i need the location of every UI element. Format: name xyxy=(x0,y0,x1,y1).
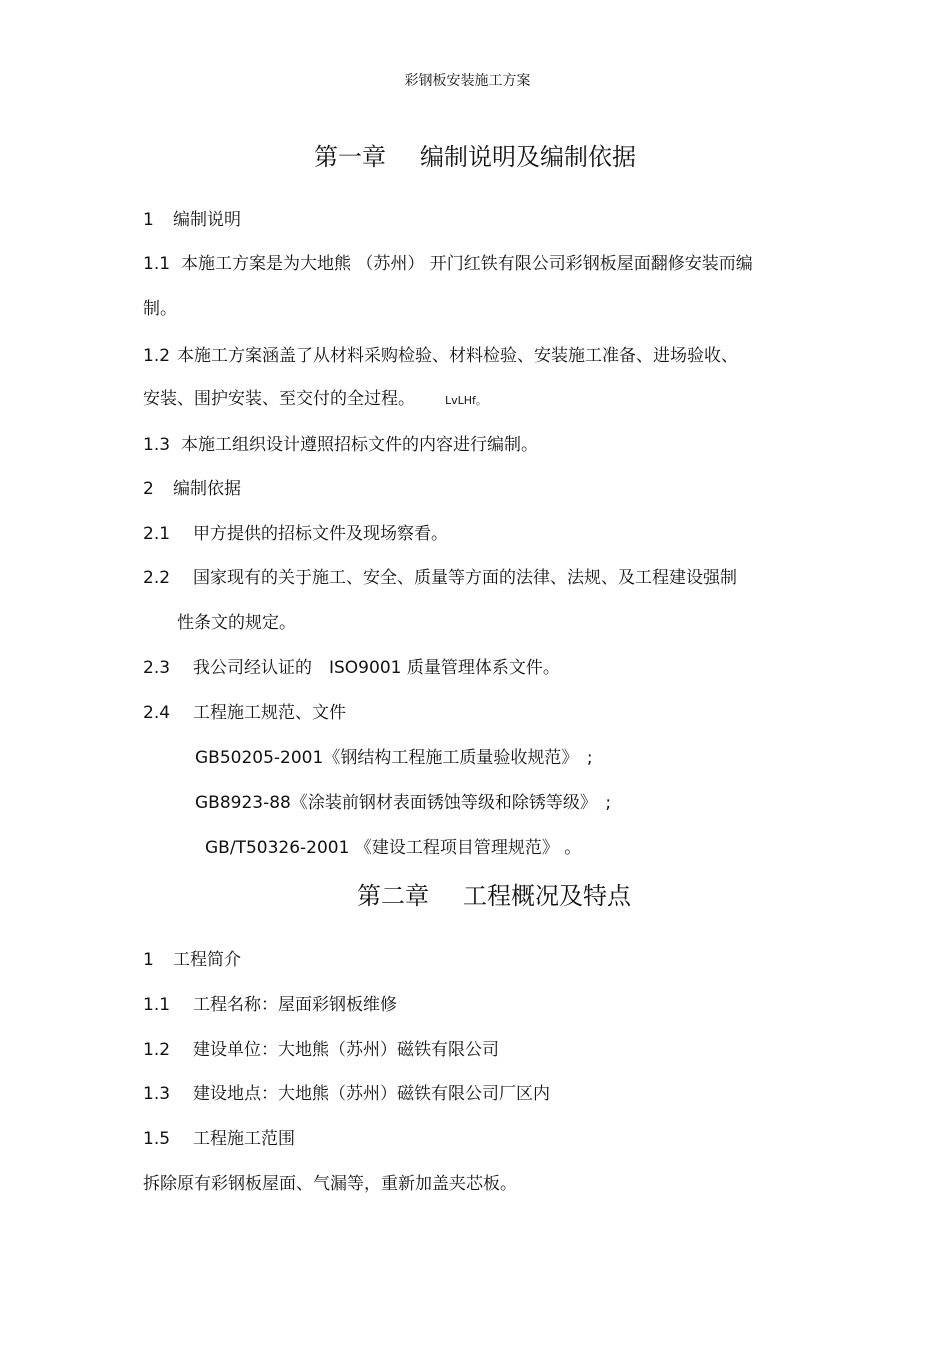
chapter-2-label: 第二章 xyxy=(357,882,429,910)
standard-gbt50326: GB/T50326-2001 《建设工程项目管理规范》 。 xyxy=(205,838,582,858)
paragraph-1-3: 1.3 本施工组织设计遵照招标文件的内容进行编制。 xyxy=(143,435,538,455)
chapter-1-title: 编制说明及编制依据 xyxy=(420,143,636,171)
chapter-2-heading xyxy=(19,876,950,911)
ch2-paragraph-1-3: 1.3 建设地点：大地熊（苏州）磁铁有限公司厂区内 xyxy=(143,1084,550,1104)
chapter-1-heading xyxy=(0,137,950,172)
section-2-heading: 2 编制依据 xyxy=(143,479,241,499)
standard-gb8923: GB8923-88《涂装前钢材表面锈蚀等级和除锈等级》 ; xyxy=(195,793,612,813)
ch2-scope-text: 拆除原有彩钢板屋面、气漏等，重新加盖夹芯板。 xyxy=(143,1174,517,1194)
ch2-section-1-heading: 1 工程简介 xyxy=(143,950,241,970)
ch2-paragraph-1-5: 1.5 工程施工范围 xyxy=(143,1129,295,1149)
section-1-heading: 1 编制说明 xyxy=(143,210,241,230)
paragraph-2-3: 2.3 我公司经认证的 ISO9001 质量管理体系文件。 xyxy=(143,658,560,678)
paragraph-2-2-cont: 性条文的规定。 xyxy=(177,613,296,633)
paragraph-1-1-cont: 制。 xyxy=(143,299,177,319)
standard-gb50205: GB50205-2001《钢结构工程施工质量验收规范》 ; xyxy=(195,748,593,768)
running-header: 彩钢板安装施工方案 xyxy=(404,73,531,89)
chapter-1-label: 第一章 xyxy=(314,143,386,171)
paragraph-2-1: 2.1 甲方提供的招标文件及现场察看。 xyxy=(143,524,448,544)
stray-note: LvLHf。 xyxy=(445,394,487,407)
paragraph-1-1: 1.1 本施工方案是为大地熊 （苏州） 开门红铁有限公司彩钢板屋面翻修安装而编 xyxy=(143,254,753,274)
paragraph-2-4: 2.4 工程施工规范、文件 xyxy=(143,703,346,723)
ch2-paragraph-1-2: 1.2 建设单位：大地熊（苏州）磁铁有限公司 xyxy=(143,1040,499,1060)
paragraph-2-2: 2.2 国家现有的关于施工、安全、质量等方面的法律、法规、及工程建设强制 xyxy=(143,568,737,588)
paragraph-1-2-cont: 安装、围护安装、至交付的全过程。 LvLHf。 xyxy=(143,389,487,409)
chapter-2-title: 工程概况及特点 xyxy=(463,882,631,910)
paragraph-1-2: 1.2 本施工方案涵盖了从材料采购检验、材料检验、安装施工准备、进场验收、 xyxy=(143,346,738,366)
ch2-paragraph-1-1: 1.1 工程名称：屋面彩钢板维修 xyxy=(143,995,397,1015)
